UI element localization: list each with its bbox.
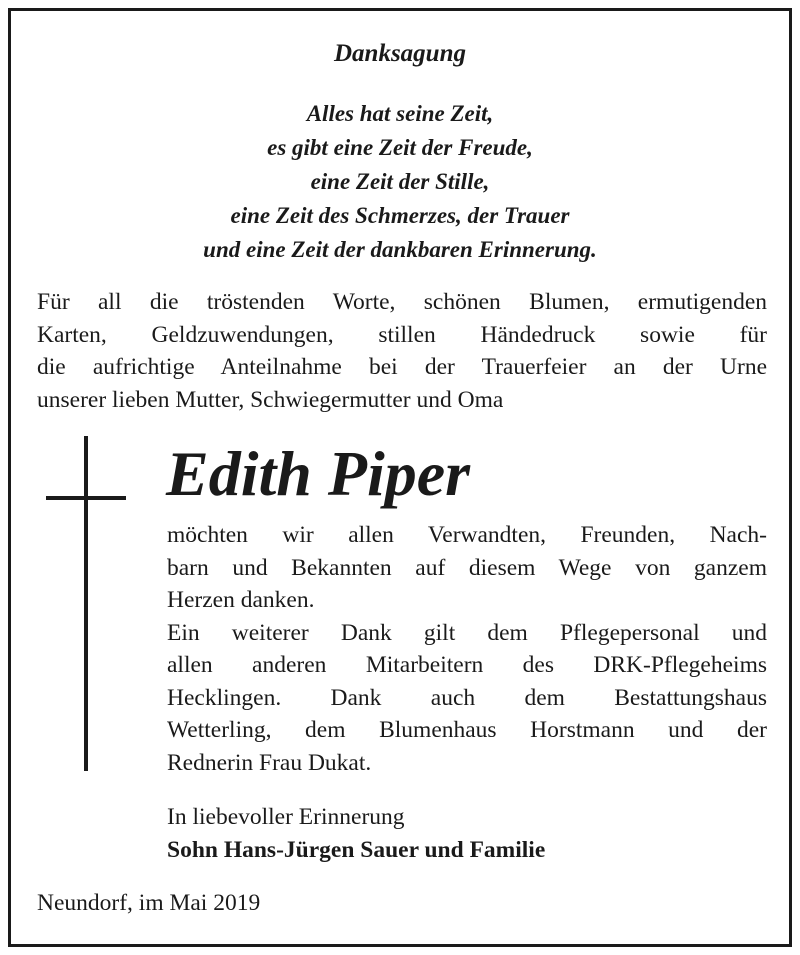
body-line: Rednerin Frau Dukat. [167, 749, 372, 776]
poem-line: und eine Zeit der dankbaren Erinnerung. [203, 237, 597, 262]
intro-line: Für all die tröstenden Worte, schönen Blumen, ermutigenden [37, 289, 767, 315]
intro-line: unserer lieben Mutter, Schwiegermutter und Oma [37, 386, 504, 413]
body-line: Wetterling, dem Blumenhaus Horstmann und der [167, 717, 767, 743]
body-line: barn und Bekannten auf diesem Wege von ganzem [167, 554, 767, 581]
body-line: allen anderen Mitarbeitern des DRK-Pflegeheims [167, 652, 767, 678]
body-line: möchten wir allen Verwandten, Freunden, Nach- [167, 522, 767, 548]
poem-line: eine Zeit des Schmerzes, der Trauer [230, 203, 570, 228]
cross-icon [84, 436, 88, 771]
family-signature: Sohn Hans-Jürgen Sauer und Familie [167, 836, 546, 863]
intro-line: die aufrichtige Anteilnahme bei der Trauerfeier an der Urne [37, 354, 767, 380]
closing-phrase: In liebevoller Erinnerung [167, 804, 405, 830]
deceased-name: Edith Piper [166, 438, 471, 509]
place-date: Neundorf, im Mai 2019 [37, 890, 261, 916]
intro-paragraph [37, 286, 767, 416]
body-line: Ein weiterer Dank gilt dem Pflegepersonal und [167, 619, 767, 646]
poem-line: eine Zeit der Stille, [310, 169, 490, 194]
poem-line: Alles hat seine Zeit, [306, 101, 494, 126]
cross-icon-bar [46, 496, 126, 500]
closing-block [167, 801, 545, 866]
notice-heading: Danksagung [334, 40, 466, 67]
thanks-paragraph [167, 519, 767, 779]
body-line: Hecklingen. Dank auch dem Bestattungshaus [167, 684, 767, 711]
intro-line: Karten, Geldzuwendungen, stillen Händedruck sowie für [37, 321, 767, 348]
obituary-notice [8, 8, 792, 947]
body-line: Herzen danken. [167, 587, 315, 613]
poem [11, 97, 789, 267]
poem-line: es gibt eine Zeit der Freude, [267, 135, 533, 160]
